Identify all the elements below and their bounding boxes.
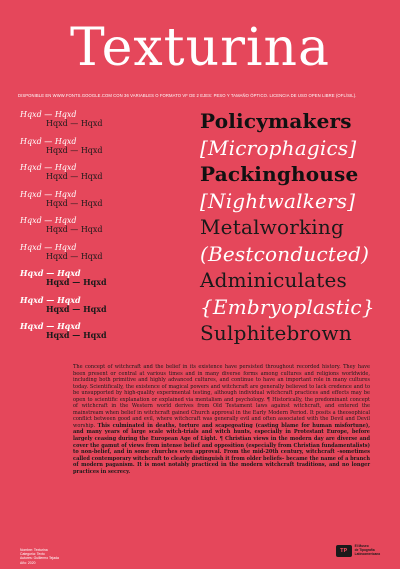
logo-text-line: Latinoamericana	[354, 551, 380, 556]
specimen-row	[0, 320, 400, 346]
specimen-row	[0, 214, 400, 240]
sample-pair-italic: Hqxd — Hqxd	[20, 163, 77, 172]
body-text-regular: The concept of witchcraft and the belief in its existence have persisted throughout recorded history. They have been present or central at various times and in many diverse forms among cultures and religions worldwide, including both primitive and highly advanced cultures, and continue to have an important role in many cultures today. Scientifically, the existence of magical powers and witchcraft are generally believed to lack credence and to be unsupported by high-quality experimental testing, although individual witchcraft practices and effects may be open to scientific explanation or explained via mentalism and psychology. ¶ Historically, the predominant concept of witchcraft in the Western world derives from Old Testament laws against witchcraft, and entered the mainstream when belief in witchcraft gained Church approval in the Early Modern Period. It posits a theosophical conflict between good and evil, where witchcraft was generally evil and often associated with the Devil and Devil worship.	[73, 364, 370, 429]
specimen-word: (Bestconducted)	[200, 241, 370, 266]
specimen-row	[0, 135, 400, 161]
sample-pair-roman: Hqxd — Hqxd	[46, 119, 103, 128]
credit-line: Año: 2020	[20, 560, 36, 565]
sample-pair-roman: Hqxd — Hqxd	[46, 303, 107, 314]
logo-text	[355, 545, 380, 556]
sample-pair-italic: Hqxd — Hqxd	[20, 189, 77, 199]
credit-line: Categoría: Texto	[20, 552, 45, 557]
specimen-row	[0, 241, 400, 267]
sample-pair-italic: Hqxd — Hqxd	[20, 110, 77, 119]
logo-text-line: de Tipografía	[354, 548, 375, 553]
specimen-word: [Microphagics]	[200, 135, 357, 160]
specimen-row	[0, 267, 400, 293]
credit-line: Autores: Guillermo Tejada	[20, 556, 59, 561]
sample-pair-roman: Hqxd — Hqxd	[46, 330, 107, 340]
sample-pair-roman: Hqxd — Hqxd	[46, 277, 107, 287]
specimen-word: Packinghouse	[200, 162, 359, 186]
specimen-row	[0, 161, 400, 187]
specimen-word: Metalworking	[200, 215, 344, 239]
sample-pair-roman: Hqxd — Hqxd	[46, 145, 103, 155]
sample-pair-italic: Hqxd — Hqxd	[20, 216, 77, 225]
specimen-word: Policymakers	[200, 109, 352, 133]
publisher-logo	[336, 545, 380, 557]
sample-pair-italic: Hqxd — Hqxd	[20, 242, 77, 252]
sample-pair-roman: Hqxd — Hqxd	[46, 225, 103, 234]
sample-pair-italic: Hqxd — Hqxd	[20, 321, 81, 331]
specimen-word: Sulphitebrown	[200, 321, 352, 345]
specimen-word: {Embryoplastic}	[200, 294, 375, 319]
sample-pair-italic: Hqxd — Hqxd	[20, 294, 81, 305]
specimen-row	[0, 294, 400, 320]
specimen-row	[0, 108, 400, 134]
specimen-word: Adminiculates	[200, 268, 348, 292]
logo-mark: TP	[336, 545, 352, 557]
specimen-word: [Nightwalkers]	[200, 188, 356, 213]
sample-pair-italic: Hqxd — Hqxd	[20, 136, 77, 146]
sample-pair-italic: Hqxd — Hqxd	[20, 268, 81, 278]
specimen-row	[0, 188, 400, 214]
credit-line: Nombre: Texturina	[20, 548, 48, 552]
availability-note: DISPONIBLE EN WWW.FONTS.GOOGLE.COM CON 36 VARIABLES O FORMATO VF DE 2 EJES: PESO Y TAMAÑO ÓPTICO. LICENCIA DE USO OPEN LIBRE (OFL/SIL).	[18, 93, 357, 98]
sample-pair-roman: Hqxd — Hqxd	[46, 172, 103, 181]
credits	[20, 548, 59, 565]
sample-pair-roman: Hqxd — Hqxd	[46, 198, 103, 208]
body-paragraph	[73, 364, 370, 475]
poster-title: Texturina	[69, 18, 331, 78]
sample-pair-roman: Hqxd — Hqxd	[46, 251, 103, 261]
body-text-bold: This culminated in deaths, torture and scapegoating (casting blame for human misfortune), and many years of large scale witch-trials and witch hunts, especially in Protestant Europe, before largely ceasing during the European Age of Light. ¶ Christian views in the modern day are diverse and cover the gamut of views from intense belief and opposition (especially from Christian fundamentalists) to non-belief, and in some churches even approval. From the mid-20th century, witchcraft –sometimes called contemporary witchcraft to clearly distinguish it from older beliefs– became the name of a branch of modern paganism. It is most notably practiced in the modern witchcraft traditions, and no longer practices in secrecy.	[73, 422, 370, 475]
logo-text-line: El Museo	[354, 544, 369, 549]
